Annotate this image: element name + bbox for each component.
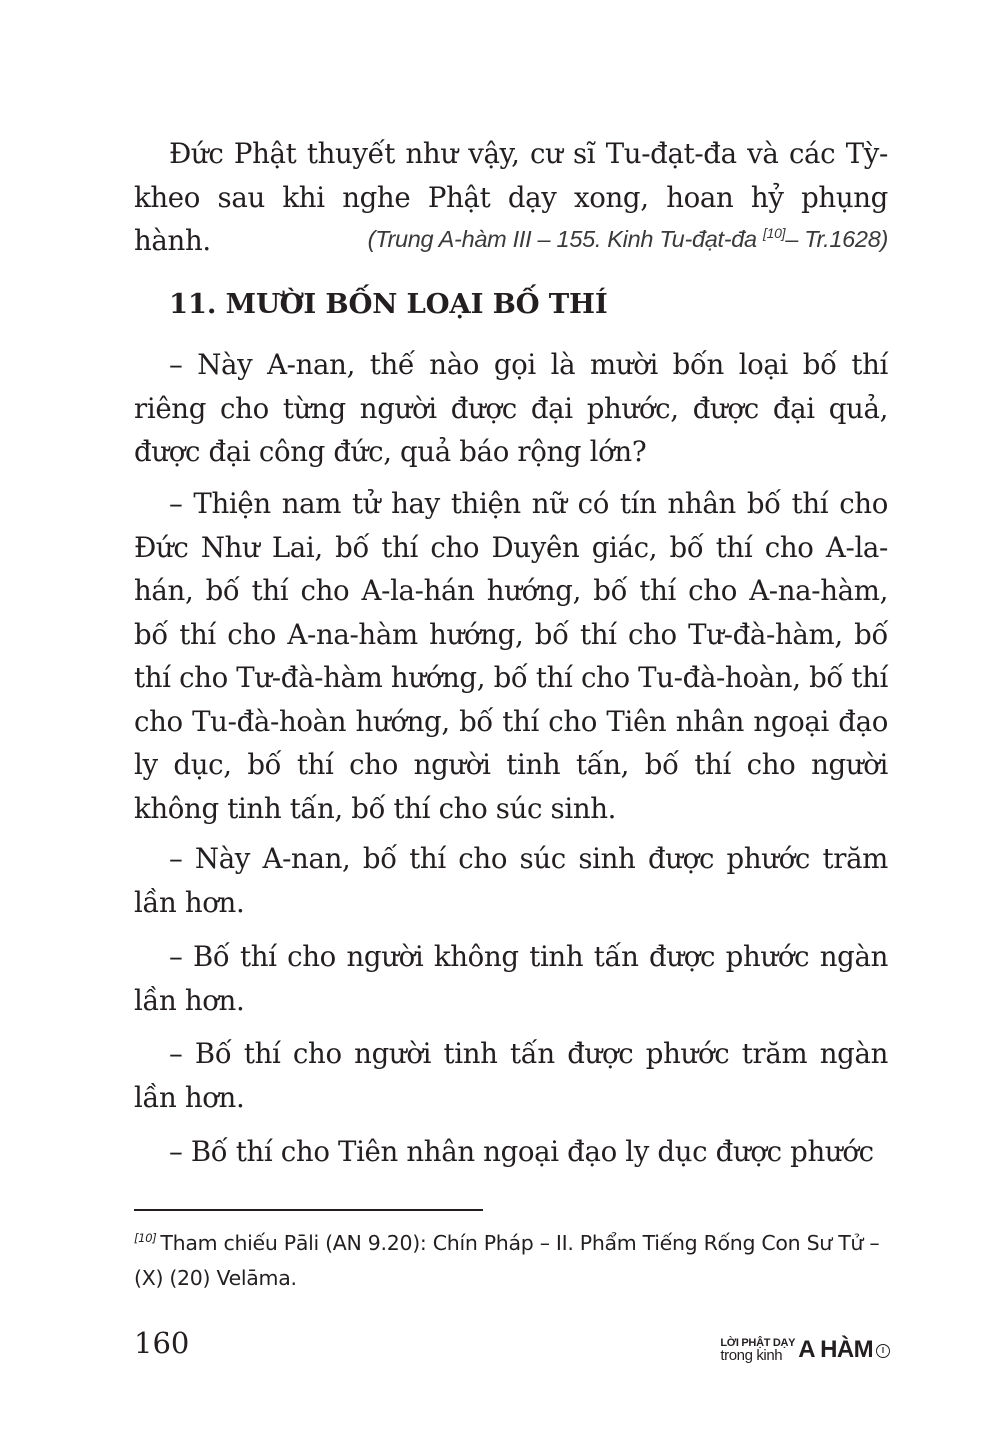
running-title-small bbox=[720, 1337, 795, 1362]
paragraph: – Thiện nam tử hay thiện nữ có tín nhân bố thí cho Đức Như Lai, bố thí cho Duyên giác, bố thí cho A-la-hán, bố thí cho A-la-hán hướng, bố thí cho A-na-hàm, bố thí cho A-na-hàm hướng, bố thí cho Tư-đà-hàm, bố thí cho Tư-đà-hàm hướng, bố thí cho Tu-đà-hoàn, bố thí cho Tu-đà-hoàn hướng, bố thí cho Tiên nhân ngoại đạo ly dục, bố thí cho người tinh tấn, bố thí cho người không tinh tấn, bố thí cho súc sinh. bbox=[134, 487, 888, 825]
sutra-citation bbox=[368, 226, 888, 253]
footnote bbox=[134, 1226, 894, 1296]
paragraph: – Bố thí cho người tinh tấn được phước trăm ngàn lần hơn. bbox=[134, 1037, 888, 1114]
paragraph: – Bố thí cho người không tinh tấn được phước ngàn lần hơn. bbox=[134, 940, 888, 1017]
paragraph: – Này A-nan, thế nào gọi là mười bốn loại bố thí riêng cho từng người được đại phước, được đại quả, được đại công đức, quả báo rộng lớn? bbox=[134, 348, 888, 468]
closing-paragraph: Đức Phật thuyết như vậy, cư sĩ Tu-đạt-đa và các Tỳ-kheo sau khi nghe Phật dạy xong, hoan hỷ phụng hành. bbox=[134, 137, 888, 257]
page-number: 160 bbox=[134, 1326, 190, 1360]
footnote-mark: [10] bbox=[134, 1231, 157, 1246]
running-title-line1: LỜI PHẬT DẠY bbox=[720, 1337, 796, 1349]
citation-page: – Tr.1628) bbox=[785, 226, 888, 252]
section-heading: 11. MƯỜI BỐN LOẠI BỐ THÍ bbox=[169, 288, 608, 320]
footnote-divider bbox=[134, 1209, 483, 1211]
running-title-main: A HÀM bbox=[798, 1336, 873, 1363]
running-title-line2: trong kinh bbox=[720, 1347, 783, 1364]
footnote-text: Tham chiếu Pāli (AN 9.20): Chín Pháp – II. Phẩm Tiếng Rống Con Sư Tử – (X) (20) Velāma. bbox=[134, 1231, 880, 1290]
citation-footnote-ref[interactable]: [10] bbox=[763, 225, 786, 242]
volume-badge: I bbox=[876, 1344, 890, 1358]
paragraph: – Bố thí cho Tiên nhân ngoại đạo ly dục được phước bbox=[169, 1135, 874, 1168]
running-title-logo bbox=[720, 1336, 890, 1362]
citation-text: (Trung A-hàm III – 155. Kinh Tu-đạt-đa bbox=[367, 226, 764, 252]
paragraph: – Này A-nan, bố thí cho súc sinh được phước trăm lần hơn. bbox=[134, 842, 888, 919]
